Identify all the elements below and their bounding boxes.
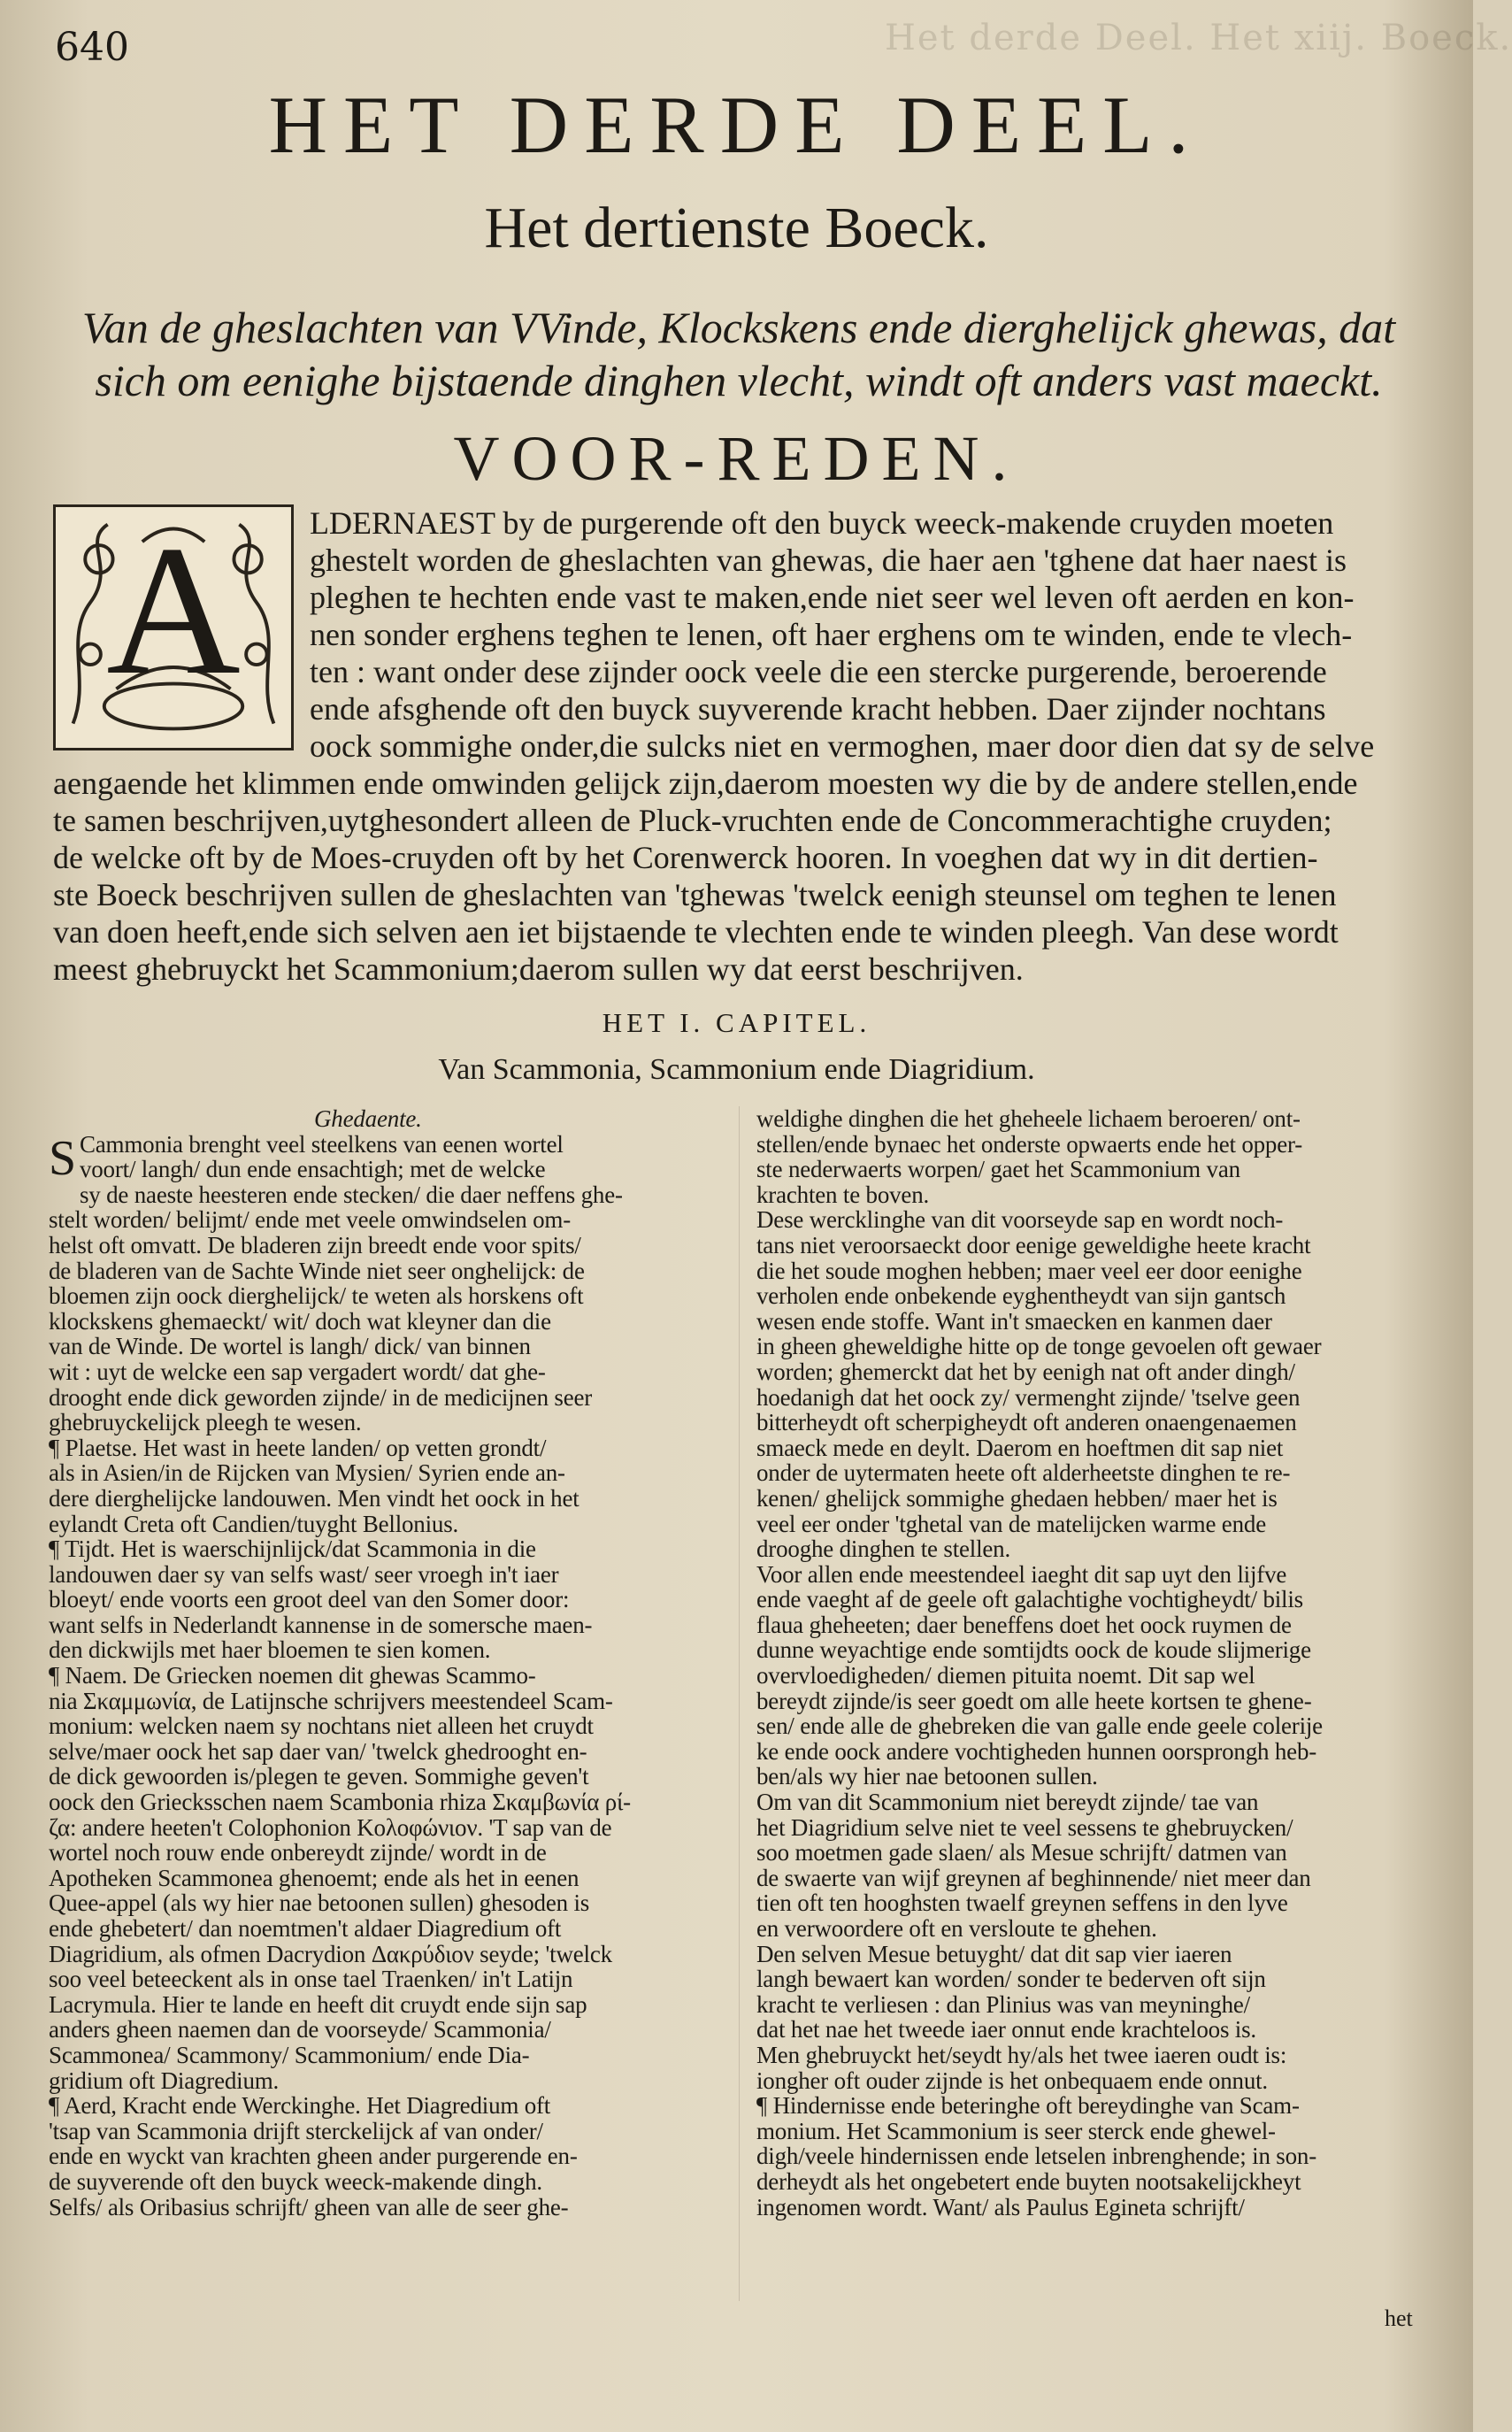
column-line: monium. Het Scammonium is seer sterck ende ghewel- bbox=[756, 2117, 1276, 2144]
column-line: de dick gewoorden is/plegen te geven. Sommighe geven't bbox=[49, 1763, 589, 1790]
column-line: als in Asien/in de Rijcken van Mysien/ Syrien ende an- bbox=[49, 1459, 565, 1487]
subtitle-line: sich om eenighe bijstaende dinghen vlecht, windt oft anders vast maeckt. bbox=[95, 356, 1383, 405]
column-line: ζα: andere heeten't Colophonion Κολοφώνιον. 'T sap van de bbox=[49, 1813, 612, 1841]
column-line: Quee-appel (als wy hier nae betoonen sullen) ghesoden is bbox=[49, 1889, 590, 1917]
column-line: sy de naeste heesteren ende stecken/ die daer neffens ghe- bbox=[79, 1181, 623, 1208]
column-line: Apotheken Scammonea ghenoemt; ende als het in eenen bbox=[49, 1864, 579, 1891]
column-line: Lacrymula. Hier te lande en heeft dit cruydt ende sijn sap bbox=[49, 1990, 587, 2018]
column-line: monium: welcken naem sy nochtans niet alleen het cruydt bbox=[49, 1712, 594, 1740]
preface-line: pleghen te hechten ende vast te maken,ende niet seer wel leven oft aerden en kon- bbox=[310, 580, 1355, 615]
column-line: den dickwijls met haer bloemen te sien komen. bbox=[49, 1636, 491, 1664]
column-line: ende vaeght af de geele oft galachtighe vochtigheydt/ bilis bbox=[756, 1586, 1303, 1613]
initial-letter: A bbox=[106, 508, 241, 713]
column-line: worden; ghemerckt dat het by eenigh nat oft ander dingh/ bbox=[756, 1358, 1295, 1385]
chapter-heading: HET I. CAPITEL. bbox=[602, 1007, 871, 1038]
column-line: dere dierghelijcke landouwen. Men vindt het oock in het bbox=[49, 1484, 579, 1512]
column-line: nia Σκαμμωνία, de Latijnsche schrijvers meestendeel Scam- bbox=[49, 1687, 613, 1714]
column-line: ben/als wy hier nae betoonen sullen. bbox=[756, 1763, 1098, 1790]
column-line: ghebruyckelijck pleegh te wesen. bbox=[49, 1409, 362, 1436]
column-line: drooghe dinghen te stellen. bbox=[756, 1535, 1011, 1563]
preface-line: ghestelt worden de gheslachten van ghewas, die haer aen 'tghene dat haer naest is bbox=[310, 543, 1347, 578]
column-line: tien oft ten hooghsten twaelf greynen seffens in den lyve bbox=[756, 1889, 1288, 1917]
column-line: wit : uyt de welcke een sap vergadert wordt/ dat ghe- bbox=[49, 1358, 546, 1385]
column-line: Om van dit Scammonium niet bereydt zijnde/ tae van bbox=[756, 1789, 1259, 1816]
column-line: oock den Griecksschen naem Scambonia rhiza Σκαμβωνία ρί- bbox=[49, 1789, 631, 1816]
column-line: ¶ Plaetse. Het wast in heete landen/ op vetten grondt/ bbox=[49, 1434, 547, 1461]
page-number: 640 bbox=[55, 25, 129, 70]
column-line: selve/maer oock het sap daer van/ 'twelck ghedrooght en- bbox=[49, 1737, 587, 1765]
column-line: wortel noch rouw ende onbereydt zijnde/ wordt in de bbox=[49, 1839, 547, 1866]
column-line: weldighe dinghen die het gheheele lichaem beroeren/ ont- bbox=[756, 1105, 1301, 1132]
preface-line: ste Boeck beschrijven sullen de gheslachten van 'tghewas 'twelck eenigh steunsel om teghen te lenen bbox=[53, 877, 1337, 912]
column-line: de swaerte van wijf greynen af beghinnende/ niet meer dan bbox=[756, 1864, 1311, 1891]
column-line: bloeyt/ ende voorts een groot deel van den Somer door: bbox=[49, 1586, 570, 1613]
preface-line: LDERNAEST by de purgerende oft den buyck weeck-makende cruyden moeten bbox=[310, 505, 1334, 541]
column-line: derheydt als het ongebetert ende buyten nootsakelijckheyt bbox=[756, 2167, 1301, 2195]
column-line: ende en wyckt van krachten gheen ander purgerende en- bbox=[49, 2143, 578, 2170]
column-line: stelt worden/ belijmt/ ende met veele omwindselen om- bbox=[49, 1206, 571, 1234]
column-line: de suyverende oft den buyck weeck-makende dingh. bbox=[49, 2167, 542, 2195]
column-line: Diagridium, als ofmen Dacrydion Δακρύδιον seyde; 'twelck bbox=[49, 1940, 612, 1967]
column-line: veel eer onder 'tghetal van de matelijcken warme ende bbox=[756, 1510, 1266, 1537]
column-line: voort/ langh/ dun ende ensachtigh; met de welcke bbox=[79, 1156, 546, 1183]
column-line: eylandt Creta oft Candien/tuyght Bellonius. bbox=[49, 1510, 459, 1537]
subtitle-line: Van de gheslachten van VVinde, Klockskens ende dierghelijck ghewas, dat bbox=[81, 303, 1396, 352]
bleed-through-text: Het derde Deel. Het xiij. Boeck. bbox=[885, 18, 1512, 58]
column-line: Selfs/ als Oribasius schrijft/ gheen van alle de seer ghe- bbox=[49, 2193, 569, 2220]
column-line: ¶ Hindernisse ende beteringhe oft bereydinghe van Scam- bbox=[756, 2092, 1300, 2120]
column-line: Den selven Mesue betuyght/ dat dit sap vier iaeren bbox=[756, 1940, 1232, 1967]
column-line: ste nederwaerts worpen/ gaet het Scammonium van bbox=[756, 1156, 1240, 1183]
column-line: smaeck mede en deylt. Daerom en hoeftmen dit sap niet bbox=[756, 1434, 1284, 1461]
column-line: krachten te boven. bbox=[756, 1181, 930, 1208]
column-gutter bbox=[739, 1106, 740, 2301]
drop-cap: S bbox=[49, 1130, 76, 1186]
preface-heading: VOOR-REDEN. bbox=[453, 423, 1020, 494]
column-line: 'tsap van Scammonia drijft sterckelijck af van onder/ bbox=[49, 2117, 543, 2144]
column-line: anders gheen naemen dan de voorseyde/ Scammonia/ bbox=[49, 2016, 551, 2043]
section-heading: Ghedaente. bbox=[314, 1105, 422, 1132]
column-line: kenen/ ghelijck sommighe ghedaen hebben/ maer het is bbox=[756, 1484, 1278, 1512]
preface-line: ende afsghende oft den buyck suyverende kracht hebben. Daer zijnder nochtans bbox=[310, 691, 1326, 727]
column-line: in gheen gheweldighe hitte op de tonge gevoelen oft gewaer bbox=[756, 1333, 1322, 1360]
column-line: ¶ Naem. De Griecken noemen dit ghewas Scammo- bbox=[49, 1662, 536, 1689]
right-column bbox=[756, 1106, 1429, 2220]
preface-line: nen sonder erghens teghen te lenen, oft haer erghens om te winden, ende te vlech- bbox=[310, 617, 1353, 652]
preface-text bbox=[53, 504, 1429, 988]
column-line: digh/veele hindernissen ende letselen inbrenghende; in son- bbox=[756, 2143, 1317, 2170]
column-line: want selfs in Nederlandt kannense in de somersche maen- bbox=[49, 1611, 593, 1638]
column-line: dat het nae het tweede iaer onnut ende krachteloos is. bbox=[756, 2016, 1256, 2043]
column-line: en verwoordere oft en versloute te ghehen. bbox=[756, 1915, 1157, 1942]
column-line: Men ghebruyckt het/seydt hy/als het twee iaeren oudt is: bbox=[756, 2041, 1287, 2068]
column-line: kracht te verliesen : dan Plinius was van meyninghe/ bbox=[756, 1990, 1250, 2018]
column-line: ingenomen wordt. Want/ als Paulus Egineta schrijft/ bbox=[756, 2193, 1245, 2220]
preface-line: aengaende het klimmen ende omwinden gelijck zijn,daerom moesten wy die by de andere stellen,ende bbox=[53, 766, 1358, 801]
column-line: bitterheydt oft scherpigheydt oft anderen onaengenaemen bbox=[756, 1409, 1297, 1436]
column-line: klockskens ghemaeckt/ wit/ doch wat kleyner dan die bbox=[49, 1307, 551, 1335]
column-line: helst oft omvatt. De bladeren zijn breedt ende voor spits/ bbox=[49, 1231, 581, 1258]
column-line: wesen ende stoffe. Want in't smaecken en kanmen daer bbox=[756, 1307, 1272, 1335]
column-line: soo veel beteeckent als in onse tael Traenken/ in't Latijn bbox=[49, 1966, 573, 1993]
column-line: ¶ Aerd, Kracht ende Werckinghe. Het Diagredium oft bbox=[49, 2092, 551, 2120]
column-line: langh bewaert kan worden/ sonder te bederven oft sijn bbox=[756, 1966, 1266, 1993]
book-title: Het dertienste Boeck. bbox=[484, 196, 989, 260]
catchword: het bbox=[1385, 2305, 1413, 2331]
column-line: landouwen daer sy van selfs wast/ seer vroegh in't iaer bbox=[49, 1560, 559, 1588]
column-line: Scammonea/ Scammony/ Scammonium/ ende Dia- bbox=[49, 2041, 530, 2068]
column-line: hoedanigh dat het oock zy/ vermenght zijnde/ 'tselve geen bbox=[756, 1383, 1301, 1411]
preface-line: oock sommighe onder,die sulcks niet en vermoghen, maer door dien dat sy de selve bbox=[310, 728, 1375, 764]
column-line: gridium oft Diagredium. bbox=[49, 2066, 280, 2094]
column-line: van de Winde. De wortel is langh/ dick/ van binnen bbox=[49, 1333, 531, 1360]
preface-line: ten : want onder dese zijnder oock veele die een stercke purgerende, beroerende bbox=[310, 654, 1327, 689]
column-line: iongher oft ouder zijnde is het onbequaem ende onnut. bbox=[756, 2066, 1268, 2094]
column-line: die het soude moghen hebben; maer veel eer door eenighe bbox=[756, 1257, 1302, 1284]
column-line: bloemen zijn oock dierghelijck/ te weten als horskens oft bbox=[49, 1282, 584, 1310]
column-line: ke ende oock andere vochtigheden hunnen oorsprongh heb- bbox=[756, 1737, 1317, 1765]
column-line: de bladeren van de Sachte Winde niet seer onghelijck: de bbox=[49, 1257, 585, 1284]
column-line: dunne weyachtige ende somtijdts oock de koude slijmerige bbox=[756, 1636, 1311, 1664]
column-line: onder de uytermaten heete oft alderheetste dinghen te re- bbox=[756, 1459, 1291, 1487]
column-line: drooght ende dick geworden zijnde/ in de medicijnen seer bbox=[49, 1383, 593, 1411]
column-line: Voor allen ende meestendeel iaeght dit sap uyt den lijfve bbox=[756, 1560, 1287, 1588]
column-line: Dese wercklinghe van dit voorseyde sap en wordt noch- bbox=[756, 1206, 1284, 1234]
subtitle bbox=[53, 301, 1424, 407]
column-line: ¶ Tijdt. Het is waerschijnlijck/dat Scammonia in die bbox=[49, 1535, 536, 1563]
preface-line: meest ghebruyckt het Scammonium;daerom sullen wy dat eerst beschrijven. bbox=[53, 951, 1024, 987]
column-line: flaua gheheeten; daer beneffens doet het oock ruymen de bbox=[756, 1611, 1292, 1638]
column-line: tans niet veroorsaeckt door eenige geweldighe heete kracht bbox=[756, 1231, 1311, 1258]
left-column bbox=[49, 1106, 721, 2220]
column-line: soo moetmen gade slaen/ als Mesue schrijft/ datmen van bbox=[756, 1839, 1287, 1866]
column-line: overvloedigheden/ diemen pituita noemt. Dit sap wel bbox=[756, 1662, 1255, 1689]
column-line: sen/ ende alle de ghebreken die van galle ende geele colerije bbox=[756, 1712, 1323, 1740]
column-line: het Diagridium selve niet te veel sessens te ghebruycken/ bbox=[756, 1813, 1293, 1841]
preface-line: van doen heeft,ende sich selven aen iet bijstaende te vlechten ende te winden pleegh. Van dese wordt bbox=[53, 914, 1339, 950]
column-line: bereydt zijnde/is seer goedt om alle heete kortsen te ghene- bbox=[756, 1687, 1312, 1714]
preface-line: de welcke oft by de Moes-cruyden oft by het Corenwerck hooren. In voeghen dat wy in dit dertien- bbox=[53, 840, 1318, 875]
running-head: HET DERDE DEEL. bbox=[268, 80, 1205, 170]
chapter-subheading: Van Scammonia, Scammonium ende Diagridium. bbox=[438, 1053, 1035, 1086]
column-line: stellen/ende bynaec het onderste opwaerts ende het opper- bbox=[756, 1130, 1303, 1158]
column-line: verholen ende onbekende eyghentheydt van sijn gantsch bbox=[756, 1282, 1286, 1310]
column-line: ende ghebetert/ dan noemtmen't aldaer Diagredium oft bbox=[49, 1915, 562, 1942]
preface-line: te samen beschrijven,uytghesondert alleen de Pluck-vruchten ende de Concommerachtighe cruyden; bbox=[53, 803, 1332, 838]
column-line-text: Cammonia brenght veel steelkens van eenen wortel bbox=[79, 1130, 564, 1158]
